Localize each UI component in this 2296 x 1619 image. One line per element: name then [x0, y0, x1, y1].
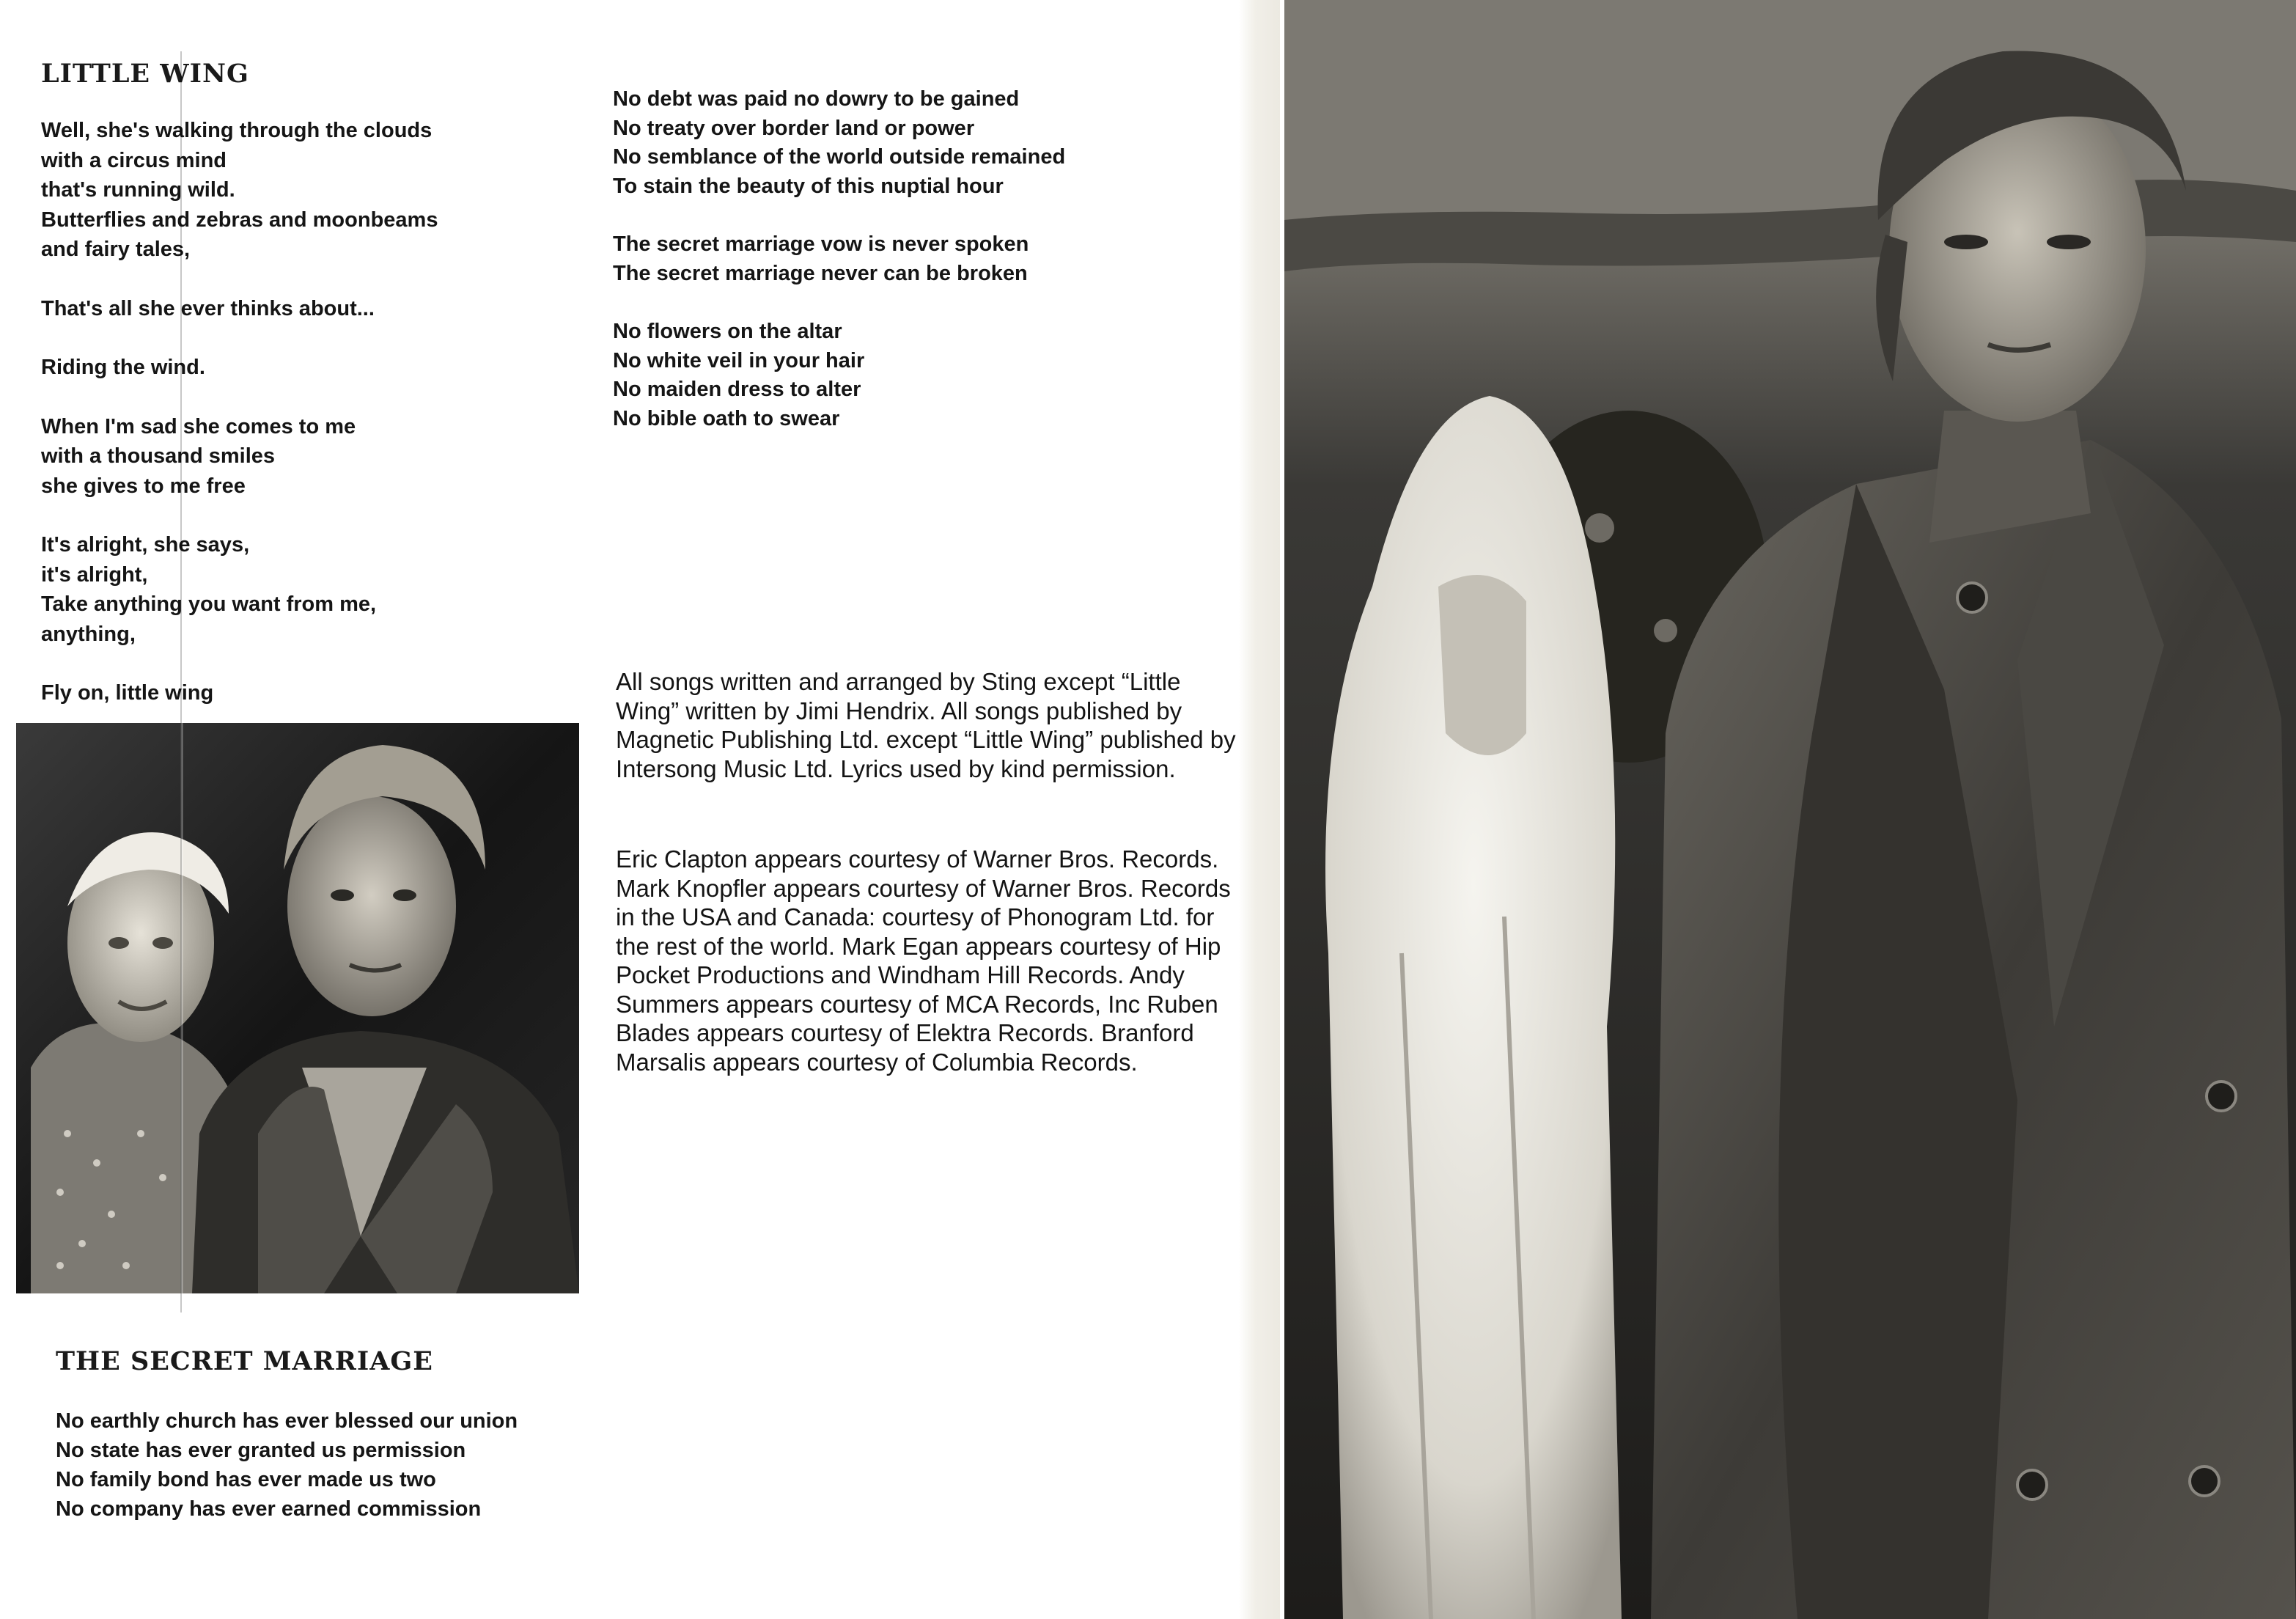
- secret-marriage-title: THE SECRET MARRIAGE: [56, 1346, 433, 1376]
- lyric-line: No debt was paid no dowry to be gained: [613, 87, 1020, 111]
- lyric-line: with a thousand smiles: [41, 444, 276, 468]
- lyric-line: That's all she ever thinks about...: [41, 296, 375, 320]
- lyric-stanza: [41, 116, 438, 265]
- photo-two-men: [16, 723, 579, 1293]
- lyric-line: No state has ever granted us permission: [56, 1439, 466, 1462]
- lyric-stanza: [41, 678, 438, 708]
- lyric-line: Take anything you want from me,: [41, 592, 377, 616]
- lyric-line: anything,: [41, 622, 136, 646]
- secret-marriage-lyrics-part2: [613, 85, 1065, 463]
- lyric-line: she gives to me free: [41, 474, 246, 498]
- photo-man-with-statue-image: [1284, 0, 2296, 1619]
- lyric-line: Riding the wind.: [41, 356, 205, 379]
- photo-man-with-statue: [1284, 0, 2296, 1619]
- lyric-line: and fairy tales,: [41, 238, 191, 261]
- lyric-stanza: [41, 530, 438, 649]
- songwriting-credits: All songs written and arranged by Sting except “Little Wing” written by Jimi Hendrix. All songs published by Magnetic Publishing Ltd. except “Little Wing” published by Intersong Music Ltd. Lyrics used by kind permission.: [616, 668, 1236, 782]
- lyric-line: To stain the beauty of this nuptial hour: [613, 174, 1004, 198]
- little-wing-title: LITTLE WING: [41, 59, 249, 89]
- lyric-line: Well, she's walking through the clouds: [41, 119, 433, 142]
- lyric-line: No earthly church has ever blessed our union: [56, 1409, 518, 1433]
- lyric-line: No family bond has ever made us two: [56, 1468, 436, 1491]
- secret-marriage-lyrics-part1: [56, 1406, 518, 1553]
- lyric-line: No bible oath to swear: [613, 406, 840, 430]
- lyric-line: it's alright,: [41, 562, 148, 587]
- little-wing-lyrics: [41, 116, 438, 738]
- lyric-line: with a circus mind: [41, 148, 227, 172]
- lyric-line: It's alright, she says,: [41, 533, 250, 557]
- lyric-stanza: [41, 294, 438, 324]
- lyric-line: The secret marriage vow is never spoken: [613, 232, 1029, 256]
- lyric-stanza: [613, 85, 1065, 201]
- lyric-stanza: [41, 412, 438, 502]
- lyric-line: When I'm sad she comes to me: [41, 414, 356, 438]
- lyric-line: No treaty over border land or power: [613, 116, 975, 140]
- lyric-stanza: [613, 230, 1065, 288]
- photo-two-men-image: [16, 723, 579, 1293]
- lyric-line: No flowers on the altar: [613, 320, 842, 343]
- lyric-stanza: [41, 353, 438, 383]
- lyric-line: Butterflies and zebras and moonbeams: [41, 208, 438, 232]
- lyric-line: No company has ever earned commission: [56, 1497, 482, 1521]
- lyric-line: No semblance of the world outside remained: [613, 145, 1066, 169]
- appearance-credits: Eric Clapton appears courtesy of Warner Bros. Records. Mark Knopfler appears courtesy of Warner Bros. Records in the USA and Canada: courtesy of Phonogram Ltd. for the rest of the world. Mark Egan appears courtesy of Hip Pocket Productions and Windham Hill Records. Andy Summers appears courtesy of MCA Records, Inc Ruben Blades appears courtesy of Elektra Records. Branford Marsalis appears courtesy of Columbia Records.: [616, 845, 1231, 1076]
- spread-gutter: [1239, 0, 1280, 1619]
- page-fold-crease: [180, 51, 182, 1313]
- lyric-line: The secret marriage never can be broken: [613, 261, 1028, 285]
- lyric-line: No maiden dress to alter: [613, 378, 861, 401]
- lyric-stanza: [56, 1406, 518, 1524]
- lyric-line: that's running wild.: [41, 178, 235, 202]
- lyric-line: Fly on, little wing: [41, 681, 214, 705]
- lyric-stanza: [613, 317, 1065, 433]
- lyric-line: No white veil in your hair: [613, 348, 865, 372]
